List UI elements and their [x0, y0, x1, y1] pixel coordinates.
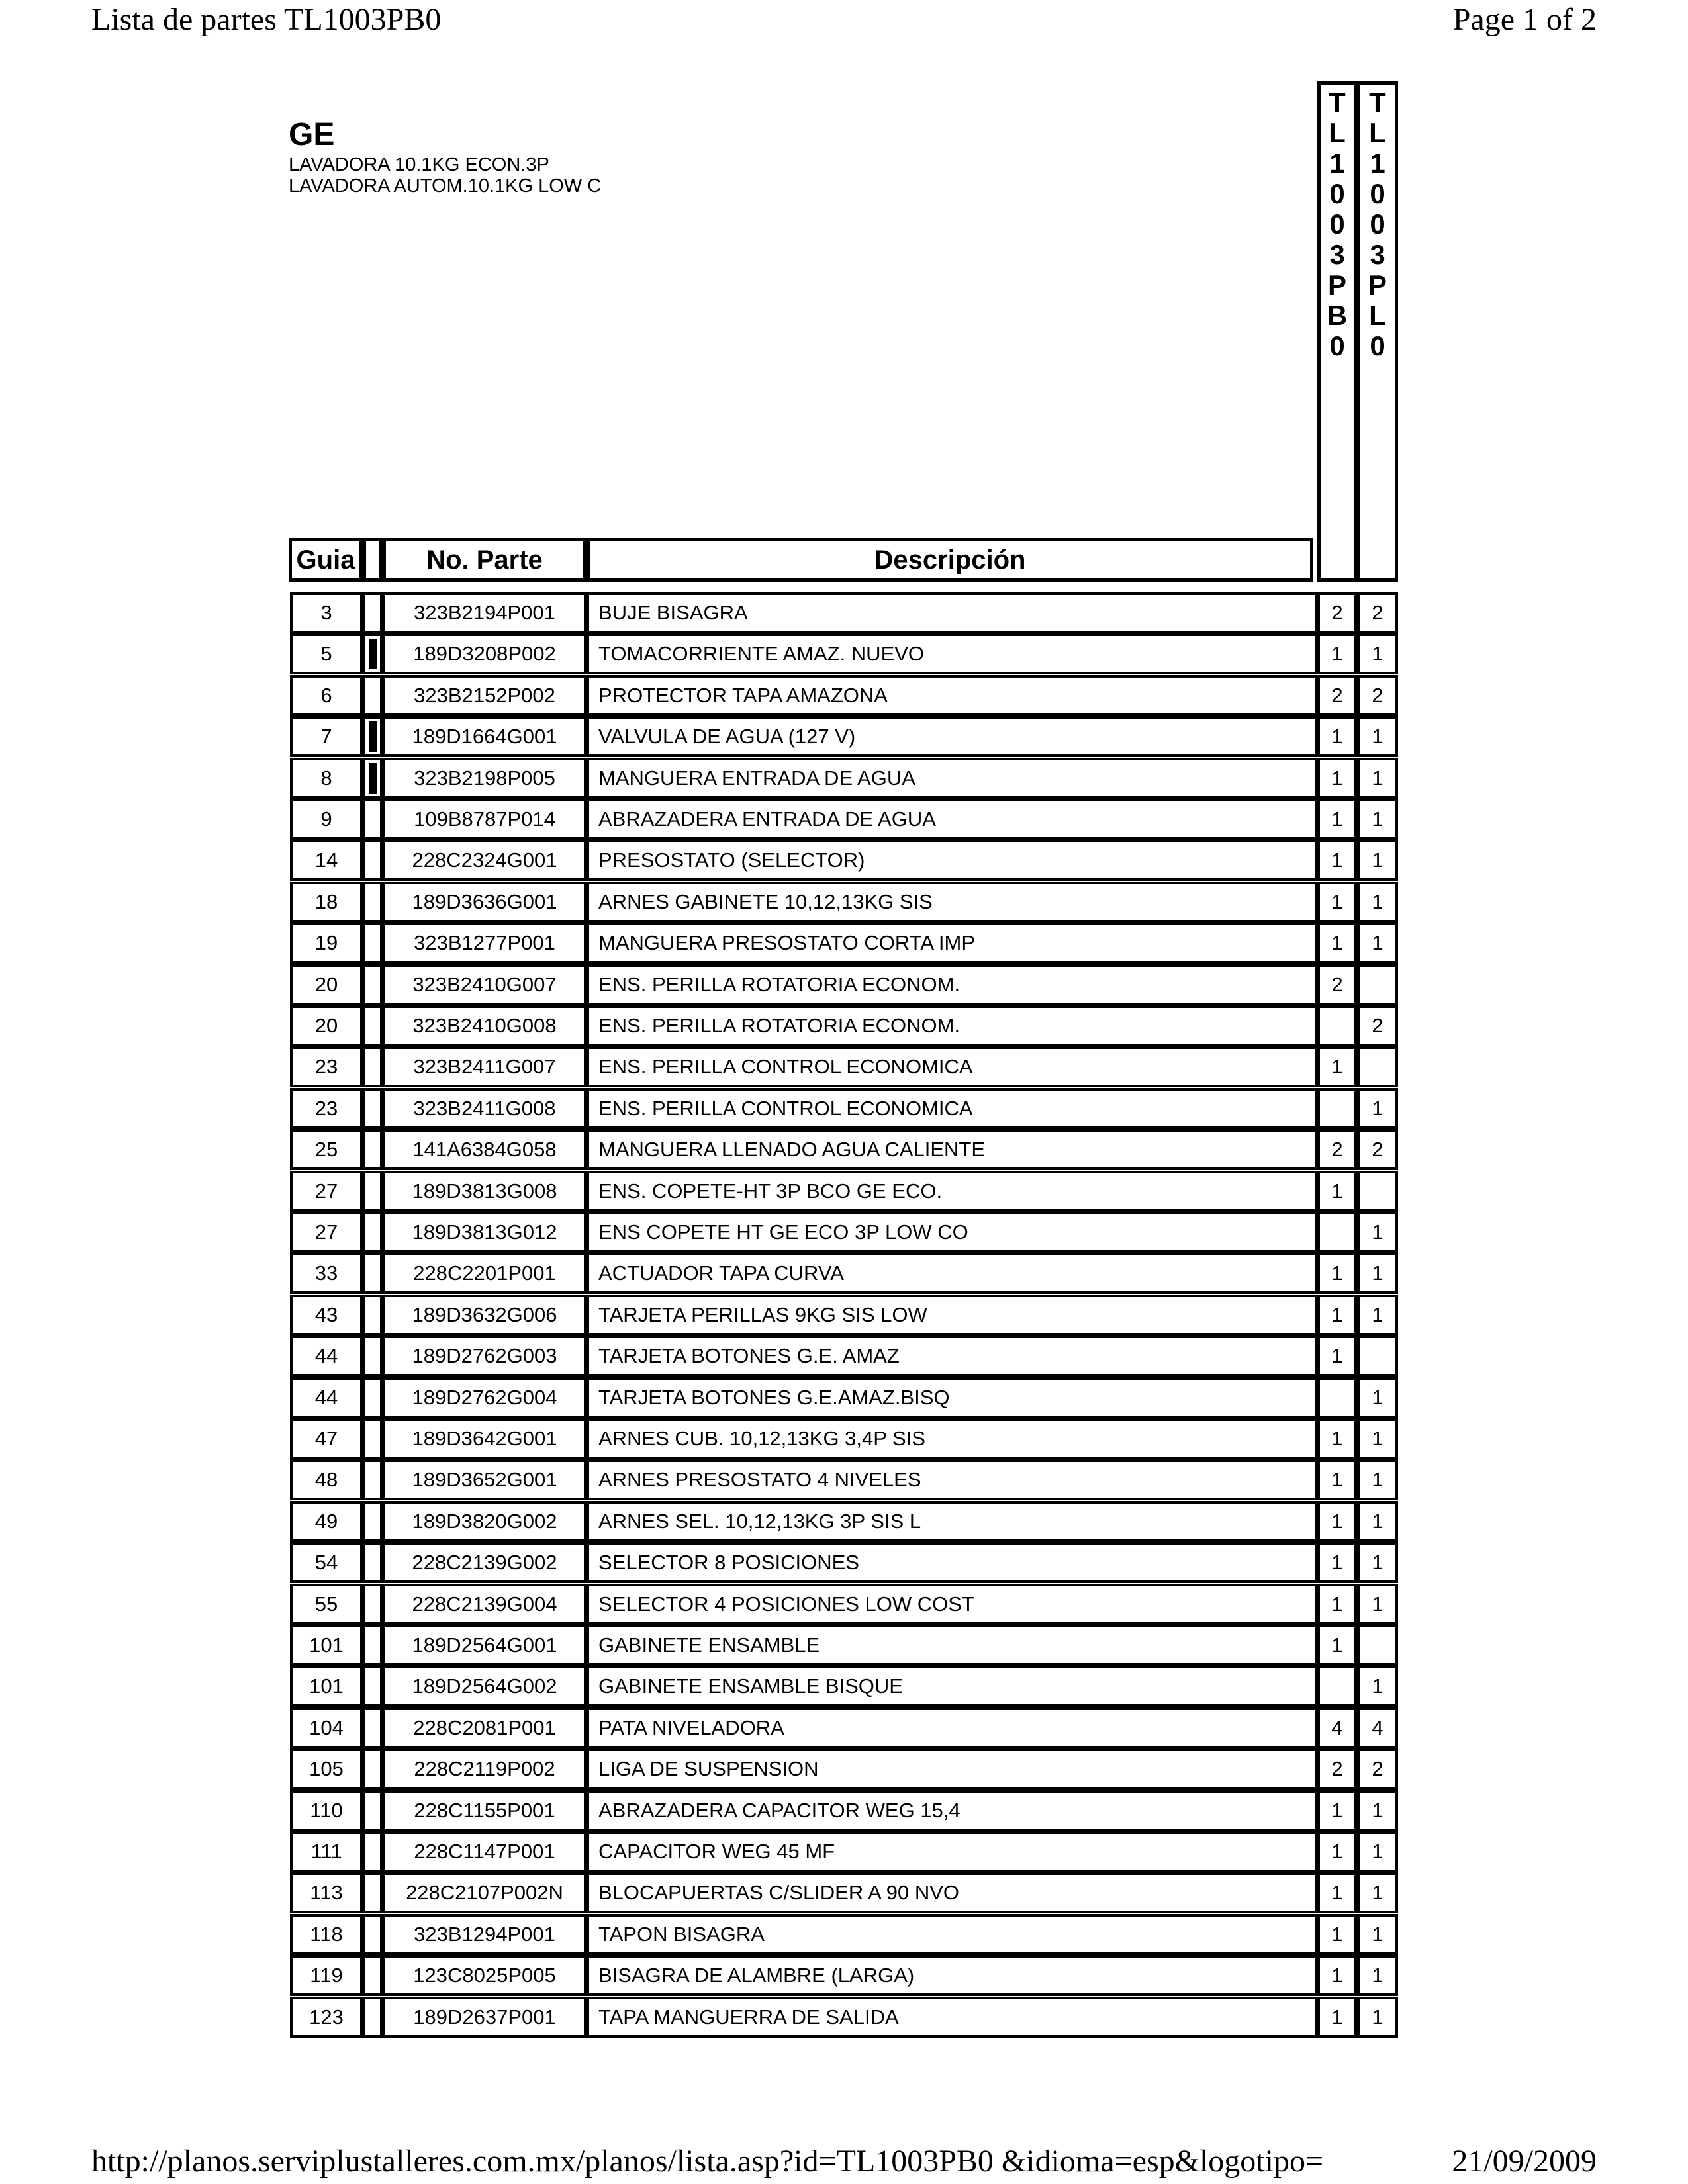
row-description: ABRAZADERA CAPACITOR WEG 15,4 — [586, 1790, 1317, 1831]
row-mark — [363, 1005, 383, 1046]
table-row — [0, 675, 1688, 716]
row-guia: 44 — [290, 1377, 363, 1418]
row-mark — [363, 840, 383, 881]
row-qty-model-1: 1 — [1317, 1295, 1357, 1336]
row-description: MANGUERA ENTRADA DE AGUA — [586, 758, 1317, 799]
row-mark-bar — [369, 721, 377, 752]
table-row — [0, 840, 1688, 881]
row-qty-model-2: 1 — [1357, 1501, 1398, 1542]
row-guia: 5 — [290, 633, 363, 674]
row-qty-model-1: 1 — [1317, 716, 1357, 757]
row-description: ENS. PERILLA CONTROL ECONOMICA — [586, 1046, 1317, 1087]
row-qty-model-1: 1 — [1317, 1790, 1357, 1831]
row-qty-model-1: 1 — [1317, 799, 1357, 840]
row-part-number: 323B2411G008 — [383, 1088, 586, 1129]
row-description: SELECTOR 8 POSICIONES — [586, 1542, 1317, 1583]
row-description: ENS COPETE HT GE ECO 3P LOW CO — [586, 1212, 1317, 1253]
row-description: MANGUERA LLENADO AGUA CALIENTE — [586, 1129, 1317, 1170]
row-mark — [363, 1253, 383, 1294]
row-guia: 7 — [290, 716, 363, 757]
table-row — [0, 1831, 1688, 1872]
row-description: LIGA DE SUSPENSION — [586, 1749, 1317, 1790]
row-qty-model-1: 1 — [1317, 1171, 1357, 1212]
row-qty-model-2: 1 — [1357, 1914, 1398, 1955]
row-mark — [363, 1129, 383, 1170]
table-row — [0, 1005, 1688, 1046]
column-header-guia: Guia — [289, 538, 363, 582]
row-part-number: 323B2410G007 — [383, 964, 586, 1005]
row-guia: 3 — [290, 592, 363, 633]
row-guia: 111 — [290, 1831, 363, 1872]
row-guia: 8 — [290, 758, 363, 799]
row-qty-model-1: 1 — [1317, 882, 1357, 923]
row-qty-model-2 — [1357, 1625, 1398, 1666]
row-description: TARJETA BOTONES G.E. AMAZ — [586, 1336, 1317, 1377]
row-qty-model-2: 1 — [1357, 1459, 1398, 1500]
row-guia: 25 — [290, 1129, 363, 1170]
row-qty-model-2: 1 — [1357, 1253, 1398, 1294]
row-mark — [363, 1501, 383, 1542]
row-part-number: 323B2198P005 — [383, 758, 586, 799]
row-qty-model-2: 1 — [1357, 1295, 1398, 1336]
row-qty-model-1: 1 — [1317, 840, 1357, 881]
table-row — [0, 1542, 1688, 1583]
row-guia: 23 — [290, 1088, 363, 1129]
row-mark — [363, 1666, 383, 1707]
row-part-number: 323B2152P002 — [383, 675, 586, 716]
row-qty-model-1 — [1317, 1212, 1357, 1253]
product-subtitle-2: LAVADORA AUTOM.10.1KG LOW C — [289, 175, 602, 197]
row-mark — [363, 1790, 383, 1831]
row-guia: 44 — [290, 1336, 363, 1377]
row-part-number: 189D2564G001 — [383, 1625, 586, 1666]
row-description: TARJETA PERILLAS 9KG SIS LOW — [586, 1295, 1317, 1336]
model-column-header-2 — [1357, 81, 1398, 582]
brand-name: GE — [289, 117, 335, 152]
row-description: PRESOSTATO (SELECTOR) — [586, 840, 1317, 881]
row-mark — [363, 1872, 383, 1913]
table-row — [0, 1749, 1688, 1790]
row-description: CAPACITOR WEG 45 MF — [586, 1831, 1317, 1872]
model-column-header-1 — [1317, 81, 1357, 582]
row-part-number: 189D3636G001 — [383, 882, 586, 923]
row-qty-model-2: 1 — [1357, 1088, 1398, 1129]
row-part-number: 189D2762G004 — [383, 1377, 586, 1418]
row-guia: 9 — [290, 799, 363, 840]
row-part-number: 228C2201P001 — [383, 1253, 586, 1294]
row-mark — [363, 1831, 383, 1872]
table-row — [0, 758, 1688, 799]
row-qty-model-2: 1 — [1357, 1542, 1398, 1583]
model-code: T L 1 0 0 3 P B 0 — [1327, 87, 1348, 361]
row-guia: 55 — [290, 1584, 363, 1625]
row-mark — [363, 1955, 383, 1996]
row-qty-model-1 — [1317, 1005, 1357, 1046]
row-mark — [363, 1336, 383, 1377]
table-row — [0, 1295, 1688, 1336]
row-description: PROTECTOR TAPA AMAZONA — [586, 675, 1317, 716]
table-row — [0, 633, 1688, 674]
row-qty-model-2 — [1357, 1046, 1398, 1087]
row-mark — [363, 1584, 383, 1625]
row-part-number: 228C2081P001 — [383, 1707, 586, 1749]
row-part-number: 189D3632G006 — [383, 1295, 586, 1336]
row-mark — [363, 1212, 383, 1253]
column-header-description: Descripción — [586, 538, 1313, 582]
row-qty-model-2: 1 — [1357, 1666, 1398, 1707]
row-mark — [363, 923, 383, 964]
row-qty-model-2: 2 — [1357, 1749, 1398, 1790]
row-part-number: 109B8787P014 — [383, 799, 586, 840]
row-description: ENS. PERILLA CONTROL ECONOMICA — [586, 1088, 1317, 1129]
row-qty-model-1: 1 — [1317, 1914, 1357, 1955]
row-qty-model-2: 1 — [1357, 1212, 1398, 1253]
table-row — [0, 1129, 1688, 1170]
table-row — [0, 1625, 1688, 1666]
row-description: TARJETA BOTONES G.E.AMAZ.BISQ — [586, 1377, 1317, 1418]
row-qty-model-1: 1 — [1317, 633, 1357, 674]
row-description: TOMACORRIENTE AMAZ. NUEVO — [586, 633, 1317, 674]
row-part-number: 189D3642G001 — [383, 1418, 586, 1459]
row-guia: 20 — [290, 964, 363, 1005]
table-row — [0, 1707, 1688, 1749]
row-qty-model-2: 1 — [1357, 1584, 1398, 1625]
row-qty-model-1: 2 — [1317, 964, 1357, 1005]
row-qty-model-1: 1 — [1317, 1046, 1357, 1087]
row-guia: 54 — [290, 1542, 363, 1583]
row-mark — [363, 1625, 383, 1666]
row-part-number: 141A6384G058 — [383, 1129, 586, 1170]
row-guia: 48 — [290, 1459, 363, 1500]
row-qty-model-1: 2 — [1317, 1129, 1357, 1170]
page-number: Page 1 of 2 — [1452, 2, 1597, 37]
table-row — [0, 716, 1688, 757]
row-qty-model-2: 1 — [1357, 923, 1398, 964]
row-description: PATA NIVELADORA — [586, 1707, 1317, 1749]
row-guia: 104 — [290, 1707, 363, 1749]
table-row — [0, 882, 1688, 923]
row-part-number: 189D3208P002 — [383, 633, 586, 674]
row-guia: 6 — [290, 675, 363, 716]
row-qty-model-1: 1 — [1317, 1872, 1357, 1913]
table-row — [0, 1171, 1688, 1212]
table-row — [0, 1997, 1688, 2038]
table-row — [0, 1253, 1688, 1294]
row-part-number: 228C2324G001 — [383, 840, 586, 881]
row-part-number: 323B1294P001 — [383, 1914, 586, 1955]
row-qty-model-1 — [1317, 1377, 1357, 1418]
row-description: ARNES SEL. 10,12,13KG 3P SIS L — [586, 1501, 1317, 1542]
table-row — [0, 1459, 1688, 1500]
row-qty-model-1: 1 — [1317, 1253, 1357, 1294]
row-description: ARNES PRESOSTATO 4 NIVELES — [586, 1459, 1317, 1500]
row-guia: 23 — [290, 1046, 363, 1087]
row-part-number: 228C1155P001 — [383, 1790, 586, 1831]
row-description: GABINETE ENSAMBLE BISQUE — [586, 1666, 1317, 1707]
row-mark — [363, 1707, 383, 1749]
row-guia: 123 — [290, 1997, 363, 2038]
row-qty-model-2: 1 — [1357, 1831, 1398, 1872]
row-part-number: 323B2411G007 — [383, 1046, 586, 1087]
row-mark — [363, 1542, 383, 1583]
table-row — [0, 1212, 1688, 1253]
row-mark — [363, 633, 383, 674]
table-row — [0, 1790, 1688, 1831]
row-description: BLOCAPUERTAS C/SLIDER A 90 NVO — [586, 1872, 1317, 1913]
row-mark-bar — [369, 763, 377, 794]
row-mark — [363, 882, 383, 923]
row-guia: 20 — [290, 1005, 363, 1046]
table-row — [0, 1584, 1688, 1625]
row-qty-model-2: 1 — [1357, 633, 1398, 674]
row-qty-model-2: 1 — [1357, 799, 1398, 840]
row-guia: 101 — [290, 1625, 363, 1666]
row-part-number: 189D2564G002 — [383, 1666, 586, 1707]
row-guia: 27 — [290, 1171, 363, 1212]
row-guia: 47 — [290, 1418, 363, 1459]
row-description: ENS. PERILLA ROTATORIA ECONOM. — [586, 964, 1317, 1005]
row-mark — [363, 1295, 383, 1336]
row-description: GABINETE ENSAMBLE — [586, 1625, 1317, 1666]
row-mark — [363, 1914, 383, 1955]
page-title: Lista de partes TL1003PB0 — [91, 2, 442, 37]
row-qty-model-1: 4 — [1317, 1707, 1357, 1749]
row-qty-model-1: 1 — [1317, 923, 1357, 964]
table-row — [0, 1088, 1688, 1129]
row-qty-model-1: 1 — [1317, 1459, 1357, 1500]
row-mark — [363, 1377, 383, 1418]
row-part-number: 323B2410G008 — [383, 1005, 586, 1046]
column-header-mark — [363, 538, 383, 582]
row-mark — [363, 592, 383, 633]
row-mark — [363, 716, 383, 757]
row-mark-bar — [369, 639, 377, 669]
row-qty-model-2: 2 — [1357, 675, 1398, 716]
row-qty-model-2: 1 — [1357, 882, 1398, 923]
table-row — [0, 1914, 1688, 1955]
row-part-number: 228C2139G004 — [383, 1584, 586, 1625]
row-description: SELECTOR 4 POSICIONES LOW COST — [586, 1584, 1317, 1625]
table-row — [0, 923, 1688, 964]
row-description: ARNES GABINETE 10,12,13KG SIS — [586, 882, 1317, 923]
row-qty-model-2: 1 — [1357, 1955, 1398, 1996]
row-part-number: 189D3820G002 — [383, 1501, 586, 1542]
row-description: ENS. COPETE-HT 3P BCO GE ECO. — [586, 1171, 1317, 1212]
row-guia: 33 — [290, 1253, 363, 1294]
row-guia: 14 — [290, 840, 363, 881]
row-description: ABRAZADERA ENTRADA DE AGUA — [586, 799, 1317, 840]
row-qty-model-2: 1 — [1357, 758, 1398, 799]
row-mark — [363, 1997, 383, 2038]
row-part-number: 228C2119P002 — [383, 1749, 586, 1790]
row-qty-model-1: 1 — [1317, 1336, 1357, 1377]
product-subtitle-1: LAVADORA 10.1KG ECON.3P — [289, 154, 549, 175]
table-row — [0, 1872, 1688, 1913]
row-qty-model-2: 2 — [1357, 1005, 1398, 1046]
row-qty-model-1: 1 — [1317, 1955, 1357, 1996]
row-guia: 101 — [290, 1666, 363, 1707]
row-mark — [363, 1749, 383, 1790]
row-mark — [363, 1418, 383, 1459]
row-qty-model-1: 1 — [1317, 1831, 1357, 1872]
row-mark — [363, 1088, 383, 1129]
row-part-number: 323B2194P001 — [383, 592, 586, 633]
row-qty-model-1 — [1317, 1666, 1357, 1707]
row-qty-model-2: 2 — [1357, 1129, 1398, 1170]
row-part-number: 189D1664G001 — [383, 716, 586, 757]
row-part-number: 189D3652G001 — [383, 1459, 586, 1500]
table-row — [0, 964, 1688, 1005]
row-part-number: 123C8025P005 — [383, 1955, 586, 1996]
row-qty-model-2: 1 — [1357, 1997, 1398, 2038]
row-mark — [363, 964, 383, 1005]
row-qty-model-1: 2 — [1317, 592, 1357, 633]
table-row — [0, 1666, 1688, 1707]
row-qty-model-1: 1 — [1317, 1997, 1357, 2038]
column-header-part: No. Parte — [383, 538, 586, 582]
row-qty-model-2: 1 — [1357, 1377, 1398, 1418]
model-code: T L 1 0 0 3 P L 0 — [1368, 87, 1387, 361]
row-mark — [363, 799, 383, 840]
row-guia: 118 — [290, 1914, 363, 1955]
row-qty-model-1: 1 — [1317, 1542, 1357, 1583]
table-row — [0, 1418, 1688, 1459]
row-guia: 27 — [290, 1212, 363, 1253]
row-description: ENS. PERILLA ROTATORIA ECONOM. — [586, 1005, 1317, 1046]
row-description: TAPON BISAGRA — [586, 1914, 1317, 1955]
row-qty-model-2: 1 — [1357, 1790, 1398, 1831]
row-qty-model-2: 1 — [1357, 840, 1398, 881]
row-qty-model-2 — [1357, 1171, 1398, 1212]
page-date: 21/09/2009 — [1452, 2144, 1597, 2179]
row-guia: 113 — [290, 1872, 363, 1913]
table-row — [0, 592, 1688, 633]
row-guia: 105 — [290, 1749, 363, 1790]
row-part-number: 189D2762G003 — [383, 1336, 586, 1377]
row-mark — [363, 675, 383, 716]
row-guia: 110 — [290, 1790, 363, 1831]
table-row — [0, 799, 1688, 840]
row-qty-model-2: 1 — [1357, 716, 1398, 757]
row-qty-model-2: 1 — [1357, 1872, 1398, 1913]
row-description: TAPA MANGUERRA DE SALIDA — [586, 1997, 1317, 2038]
row-description: ARNES CUB. 10,12,13KG 3,4P SIS — [586, 1418, 1317, 1459]
table-row — [0, 1955, 1688, 1996]
row-part-number: 228C2139G002 — [383, 1542, 586, 1583]
row-qty-model-1: 1 — [1317, 1625, 1357, 1666]
row-qty-model-1: 2 — [1317, 675, 1357, 716]
row-mark — [363, 1046, 383, 1087]
row-qty-model-1: 1 — [1317, 1501, 1357, 1542]
row-qty-model-2 — [1357, 964, 1398, 1005]
page-url: http://planos.serviplustalleres.com.mx/planos/lista.asp?id=TL1003PB0 &idioma=esp&logotipo= — [91, 2144, 1324, 2179]
row-qty-model-2: 1 — [1357, 1418, 1398, 1459]
row-part-number: 189D3813G012 — [383, 1212, 586, 1253]
row-part-number: 189D3813G008 — [383, 1171, 586, 1212]
row-guia: 49 — [290, 1501, 363, 1542]
row-part-number: 189D2637P001 — [383, 1997, 586, 2038]
row-mark — [363, 1459, 383, 1500]
row-part-number: 228C2107P002N — [383, 1872, 586, 1913]
row-qty-model-2: 2 — [1357, 592, 1398, 633]
row-description: BUJE BISAGRA — [586, 592, 1317, 633]
row-guia: 119 — [290, 1955, 363, 1996]
row-description: VALVULA DE AGUA (127 V) — [586, 716, 1317, 757]
row-qty-model-1: 2 — [1317, 1749, 1357, 1790]
row-part-number: 323B1277P001 — [383, 923, 586, 964]
row-description: MANGUERA PRESOSTATO CORTA IMP — [586, 923, 1317, 964]
table-row — [0, 1336, 1688, 1377]
row-qty-model-1: 1 — [1317, 1584, 1357, 1625]
table-row — [0, 1377, 1688, 1418]
row-description: ACTUADOR TAPA CURVA — [586, 1253, 1317, 1294]
row-qty-model-1: 1 — [1317, 1418, 1357, 1459]
row-part-number: 228C1147P001 — [383, 1831, 586, 1872]
row-mark — [363, 1171, 383, 1212]
row-qty-model-1 — [1317, 1088, 1357, 1129]
row-qty-model-2: 4 — [1357, 1707, 1398, 1749]
row-guia: 43 — [290, 1295, 363, 1336]
row-description: BISAGRA DE ALAMBRE (LARGA) — [586, 1955, 1317, 1996]
table-row — [0, 1046, 1688, 1087]
row-guia: 18 — [290, 882, 363, 923]
row-mark — [363, 758, 383, 799]
row-qty-model-1: 1 — [1317, 758, 1357, 799]
row-qty-model-2 — [1357, 1336, 1398, 1377]
row-guia: 19 — [290, 923, 363, 964]
table-row — [0, 1501, 1688, 1542]
